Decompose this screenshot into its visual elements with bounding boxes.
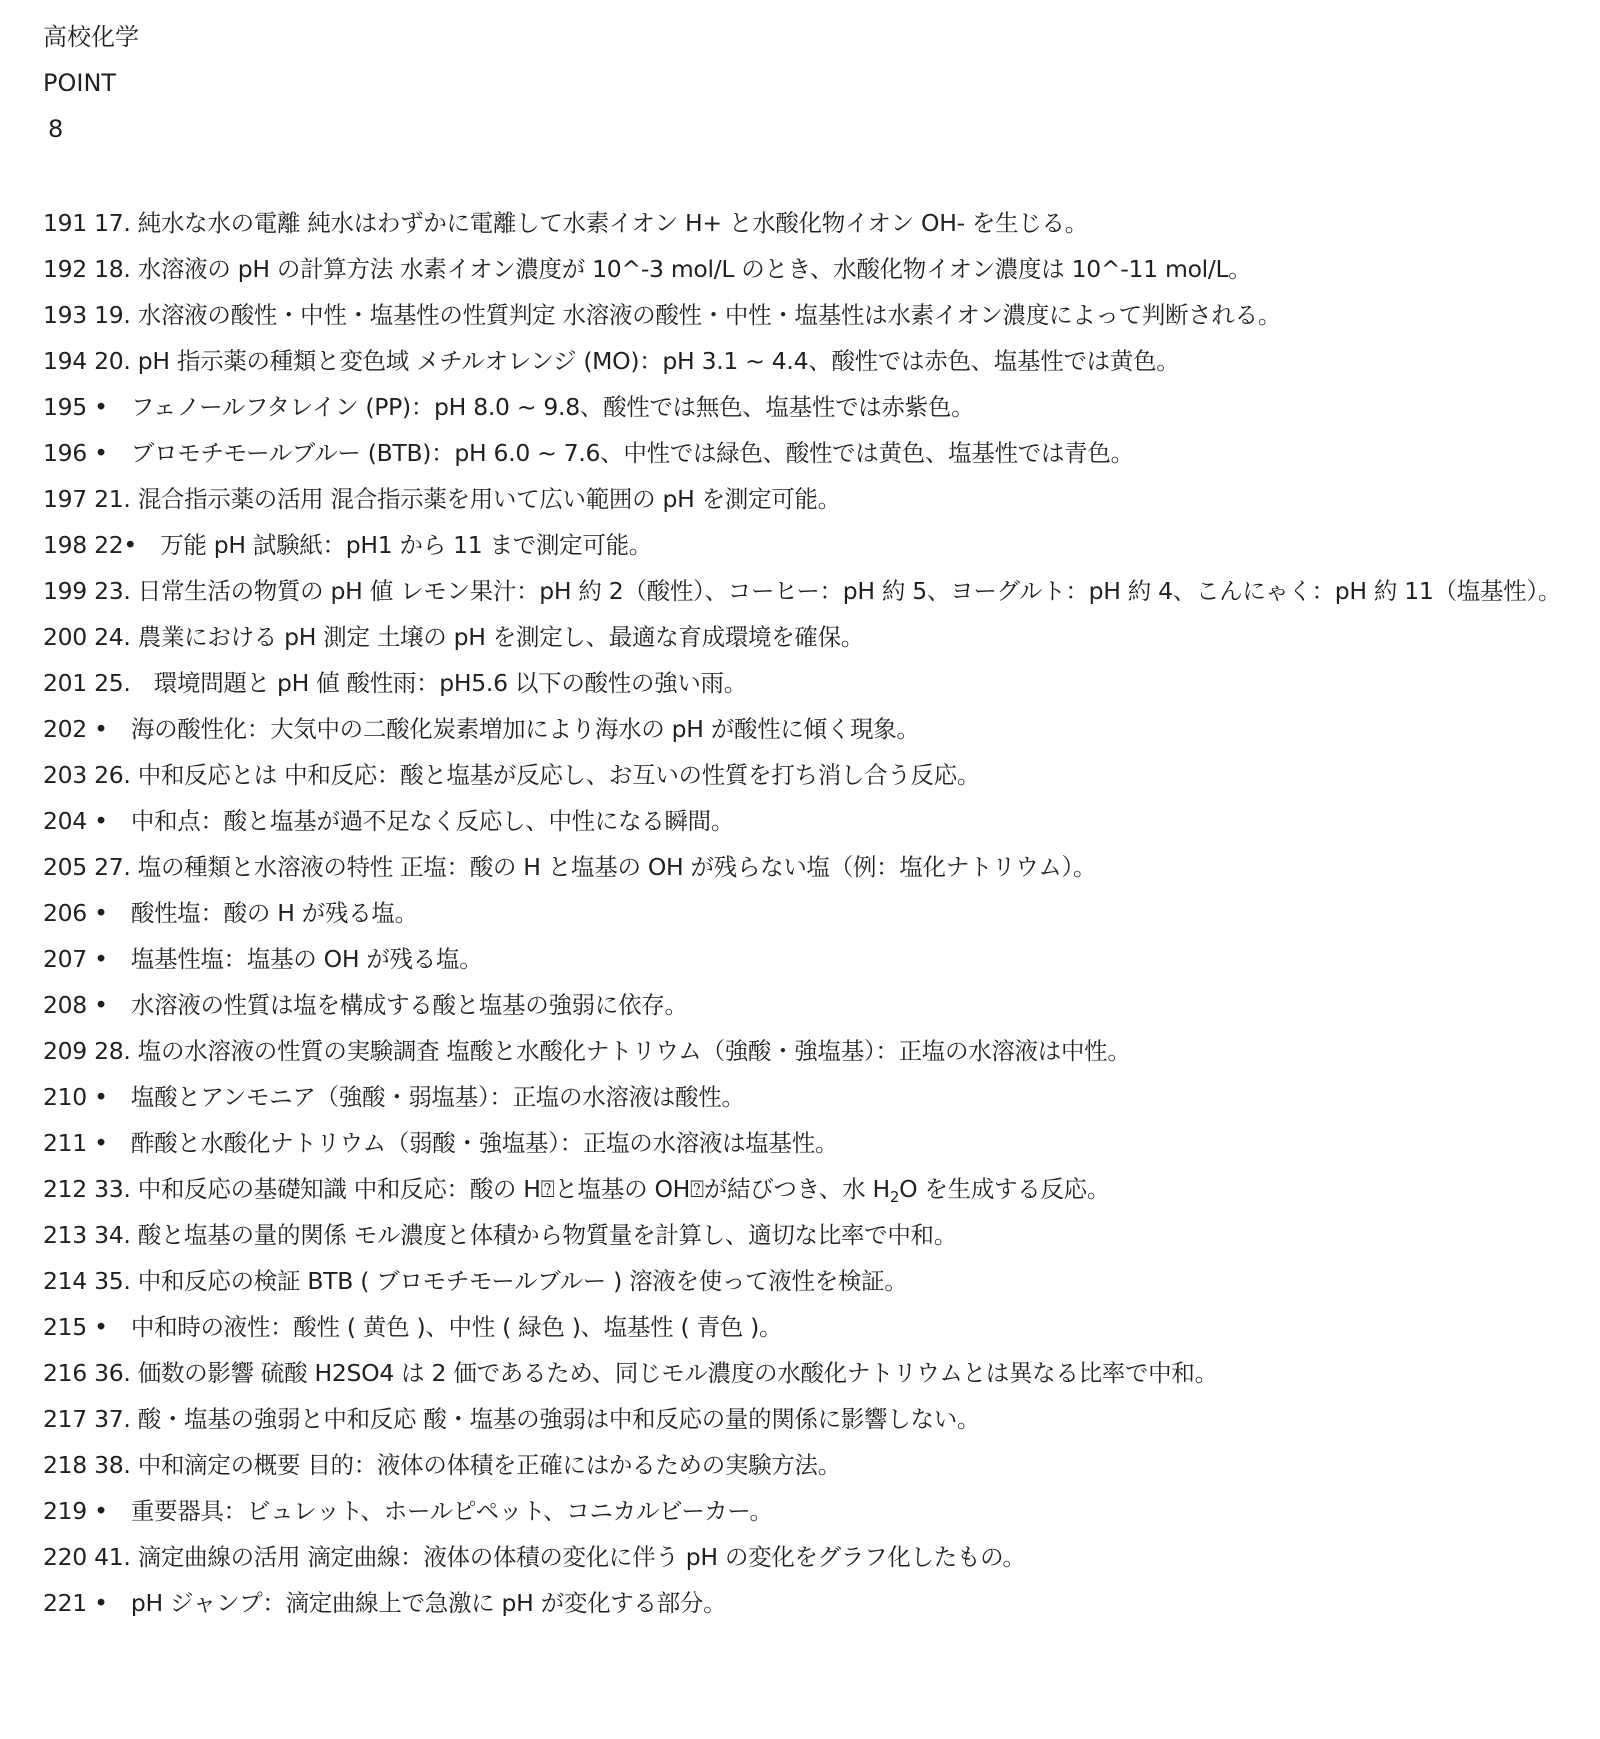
list-item [43, 430, 1593, 476]
line-text: 192 18. 水溶液の pH の計算方法 水素イオン濃度が 10^-3 mol/L のとき、水酸化物イオン濃度は 10^-11 mol/L。 [43, 255, 1252, 283]
line-text: 218 38. 中和滴定の概要 目的：液体の体積を正確にはかるための実験方法。 [43, 1451, 841, 1479]
line-text: 211 • 酢酸と水酸化ナトリウム（弱酸・強塩基）：正塩の水溶液は塩基性。 [43, 1129, 839, 1157]
list-item [43, 1258, 1593, 1304]
line-text: 207 • 塩基性塩：塩基の OH が残る塩。 [43, 945, 483, 973]
line-text: 209 28. 塩の水溶液の性質の実験調査 塩酸と水酸化ナトリウム（強酸・強塩基）：正塩の水溶液は中性。 [43, 1037, 1131, 1065]
list-item [43, 568, 1593, 614]
list-item [43, 1212, 1593, 1258]
list-item [43, 1580, 1593, 1626]
list-item [43, 1120, 1593, 1166]
line-text: 195 • フェノールフタレイン (PP)：pH 8.0 ~ 9.8、酸性では無色、塩基性では赤紫色。 [43, 393, 975, 421]
line-text: 200 24. 農業における pH 測定 土壌の pH を測定し、最適な育成環境を確保。 [43, 623, 864, 651]
list-item [43, 1350, 1593, 1396]
list-item [43, 200, 1593, 246]
line-text-post: O を生成する反応。 [899, 1175, 1111, 1203]
line-text: 214 35. 中和反応の検証 BTB ( ブロモチモールブルー ) 溶液を使って液性を検証。 [43, 1267, 908, 1295]
subscript: 2 [889, 1188, 900, 1206]
line-text: 216 36. 価数の影響 硫酸 H2SO4 は 2 価であるため、同じモル濃度の水酸化ナトリウムとは異なる比率で中和。 [43, 1359, 1218, 1387]
list-item [43, 706, 1593, 752]
list-item [43, 890, 1593, 936]
line-text: 198 22• 万能 pH 試験紙：pH1 から 11 まで測定可能。 [43, 531, 652, 559]
line-text: 193 19. 水溶液の酸性・中性・塩基性の性質判定 水溶液の酸性・中性・塩基性は水素イオン濃度によって判断される。 [43, 301, 1282, 329]
list-item [43, 1304, 1593, 1350]
list-item [43, 798, 1593, 844]
line-text: 219 • 重要器具：ビュレット、ホールピペット、コニカルビーカー。 [43, 1497, 773, 1525]
point-list [43, 200, 1593, 1626]
list-item [43, 384, 1593, 430]
list-item [43, 1166, 1593, 1212]
list-item [43, 752, 1593, 798]
line-text: 196 • ブロモチモールブルー (BTB)：pH 6.0 ~ 7.6、中性では緑色、酸性では黄色、塩基性では青色。 [43, 439, 1134, 467]
line-text: 201 25. 環境問題と pH 値 酸性雨：pH5.6 以下の酸性の強い雨。 [43, 669, 747, 697]
list-item [43, 1396, 1593, 1442]
list-item [43, 982, 1593, 1028]
list-item [43, 844, 1593, 890]
line-text: 208 • 水溶液の性質は塩を構成する酸と塩基の強弱に依存。 [43, 991, 688, 1019]
list-item [43, 338, 1593, 384]
line-text: 194 20. pH 指示薬の種類と変色域 メチルオレンジ (MO)：pH 3.1 ~ 4.4、酸性では赤色、塩基性では黄色。 [43, 347, 1180, 375]
line-text: 191 17. 純水な水の電離 純水はわずかに電離して水素イオン H+ と水酸化物イオン OH- を生じる。 [43, 209, 1088, 237]
list-item [43, 1442, 1593, 1488]
list-item [43, 660, 1593, 706]
list-item [43, 1488, 1593, 1534]
document-page [43, 14, 1593, 1626]
line-text: 220 41. 滴定曲線の活用 滴定曲線：液体の体積の変化に伴う pH の変化をグラフ化したもの。 [43, 1543, 1026, 1571]
list-item [43, 476, 1593, 522]
line-text: 210 • 塩酸とアンモニア（強酸・弱塩基）：正塩の水溶液は酸性。 [43, 1083, 745, 1111]
line-text: 213 34. 酸と塩基の量的関係 モル濃度と体積から物質量を計算し、適切な比率で中和。 [43, 1221, 957, 1249]
line-text-pre: 212 33. 中和反応の基礎知識 中和反応：酸の H⍰と塩基の OH⍰が結びつき、水 H [43, 1175, 890, 1203]
line-text: 215 • 中和時の液性：酸性 ( 黄色 )、中性 ( 緑色 )、塩基性 ( 青色 )。 [43, 1313, 783, 1341]
page-number: 8 [48, 115, 64, 143]
list-item [43, 1074, 1593, 1120]
list-item [43, 936, 1593, 982]
line-text: 199 23. 日常生活の物質の pH 値 レモン果汁：pH 約 2（酸性）、コーヒー：pH 約 5、ヨーグルト：pH 約 4、こんにゃく：pH 約 11（塩基性）。 [43, 577, 1562, 605]
document-title: 高校化学 [43, 23, 139, 51]
line-text: 221 • pH ジャンプ：滴定曲線上で急激に pH が変化する部分。 [43, 1589, 727, 1617]
list-item [43, 246, 1593, 292]
line-text: 206 • 酸性塩：酸の H が残る塩。 [43, 899, 418, 927]
line-text: 197 21. 混合指示薬の活用 混合指示薬を用いて広い範囲の pH を測定可能。 [43, 485, 841, 513]
list-item [43, 292, 1593, 338]
line-text: 205 27. 塩の種類と水溶液の特性 正塩：酸の H と塩基の OH が残らない塩（例：塩化ナトリウム）。 [43, 853, 1097, 881]
line-text: 217 37. 酸・塩基の強弱と中和反応 酸・塩基の強弱は中和反応の量的関係に影響しない。 [43, 1405, 981, 1433]
list-item [43, 522, 1593, 568]
list-item [43, 614, 1593, 660]
line-text: 204 • 中和点：酸と塩基が過不足なく反応し、中性になる瞬間。 [43, 807, 735, 835]
list-item [43, 1028, 1593, 1074]
line-text: 202 • 海の酸性化：大気中の二酸化炭素増加により海水の pH が酸性に傾く現象。 [43, 715, 920, 743]
list-item [43, 1534, 1593, 1580]
point-label: POINT [43, 69, 117, 97]
line-text: 203 26. 中和反応とは 中和反応：酸と塩基が反応し、お互いの性質を打ち消し合う反応。 [43, 761, 981, 789]
